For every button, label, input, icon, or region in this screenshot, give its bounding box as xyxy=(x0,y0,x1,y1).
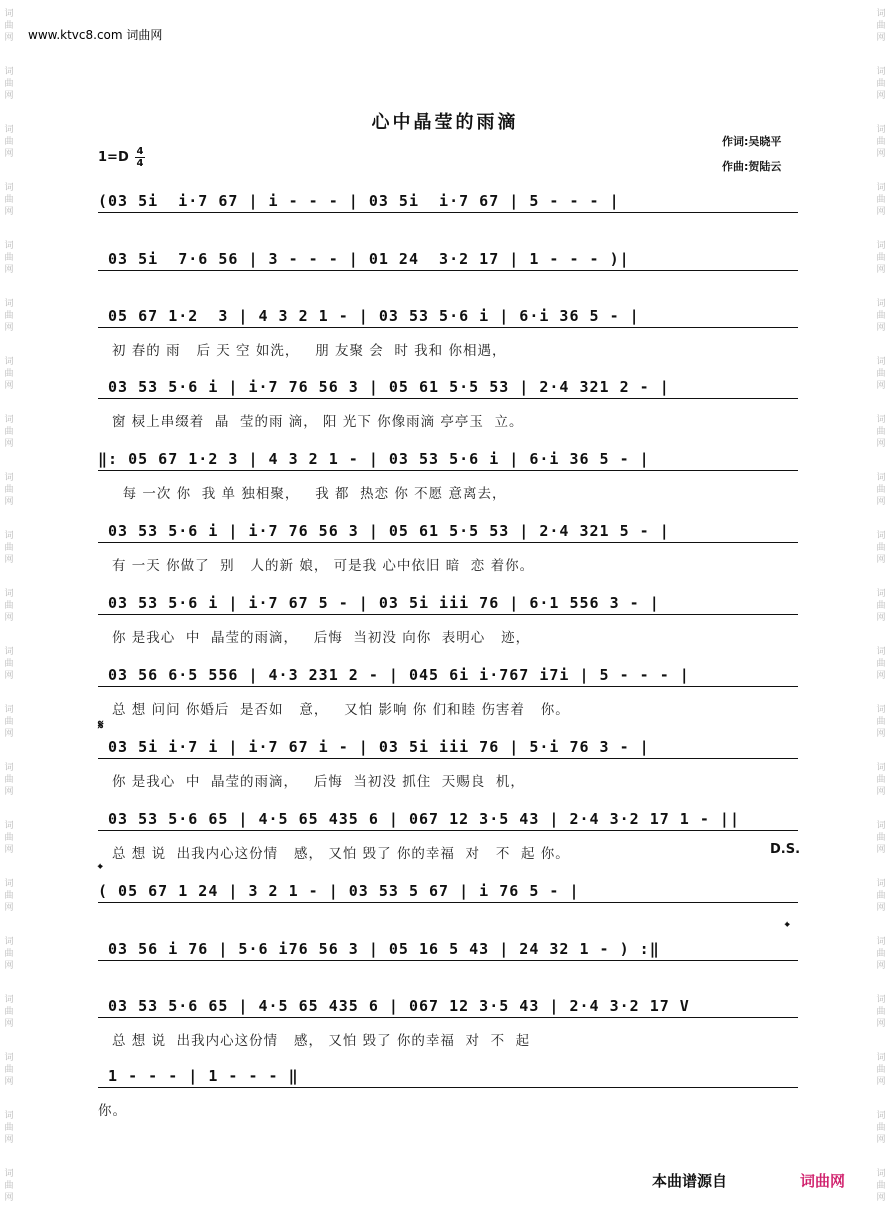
lyric-row: 窗 棂上串缀着 晶 莹的雨 滴， 阳 光下 你像雨滴 亭亭玉 立。 xyxy=(112,414,524,430)
watermark-text: 词 曲 网 xyxy=(876,299,886,333)
watermark-text: 词 曲 网 xyxy=(4,183,14,217)
notation-row: 03 53 5·6 i | i·7 76 56 3 | 05 61 5·5 53 | 2·4 321 5 - | xyxy=(98,522,798,543)
brand-logo[interactable]: 词曲网 xyxy=(800,1172,846,1190)
watermark-text: 词 曲 网 xyxy=(876,1111,886,1145)
right-watermark-strip xyxy=(872,0,890,1218)
watermark-text: 词 曲 网 xyxy=(4,531,14,565)
ds-mark: D.S. xyxy=(770,842,801,857)
lyric-row: 总 想 说 出我内心这份情 感， 又怕 毁了 你的幸福 对 不 起 你。 xyxy=(112,846,570,862)
watermark-text: 词 曲 网 xyxy=(4,1111,14,1145)
watermark-text: 词 曲 网 xyxy=(876,1053,886,1087)
key-signature: 1=D xyxy=(98,150,129,165)
left-watermark-strip xyxy=(0,0,18,1218)
watermark-text: 词 曲 网 xyxy=(876,589,886,623)
watermark-text: 词 曲 网 xyxy=(876,1169,886,1203)
watermark-text: 词 曲 网 xyxy=(4,995,14,1029)
watermark-text: 词 曲 网 xyxy=(4,763,14,797)
song-title: 心中晶莹的雨滴 xyxy=(371,112,519,133)
notation-row: (03 5i i·7 67 | i - - - | 03 5i i·7 67 | 5 - - - | xyxy=(98,192,798,213)
watermark-text: 词 曲 网 xyxy=(876,67,886,101)
watermark-text: 词 曲 网 xyxy=(4,589,14,623)
watermark-text: 词 曲 网 xyxy=(4,705,14,739)
watermark-text: 词 曲 网 xyxy=(4,357,14,391)
notation-row: 03 56 6·5 556 | 4·3 231 2 - | 045 6i i·767 i7i | 5 - - - | xyxy=(98,666,798,687)
watermark-text: 词 曲 网 xyxy=(876,879,886,913)
lyric-row: 总 想 问问 你婚后 是否如 意， 又怕 影响 你 们和睦 伤害着 你。 xyxy=(112,702,570,718)
lyric-row: 你 是我心 中 晶莹的雨滴， 后悔 当初没 向你 表明心 迹， xyxy=(112,630,531,646)
notation-row: ‖: 05 67 1·2 3 | 4 3 2 1 - | 03 53 5·6 i | 6·i 36 5 - | xyxy=(98,450,798,471)
watermark-text: 词 曲 网 xyxy=(876,415,886,449)
watermark-text: 词 曲 网 xyxy=(4,647,14,681)
watermark-text: 词 曲 网 xyxy=(4,821,14,855)
meter-top: 4 xyxy=(136,146,144,157)
watermark-text: 词 曲 网 xyxy=(4,879,14,913)
watermark-text: 词 曲 网 xyxy=(876,9,886,43)
watermark-text: 词 曲 网 xyxy=(876,995,886,1029)
site-url[interactable]: www.ktvc8.com 词曲网 xyxy=(28,28,163,42)
watermark-text: 词 曲 网 xyxy=(876,763,886,797)
notation-row: 05 67 1·2 3 | 4 3 2 1 - | 03 53 5·6 i | 6·i 36 5 - | xyxy=(98,307,798,328)
notation-row: 03 56 i 76 | 5·6 i76 56 3 | 05 16 5 43 | 24 32 1 - ) :‖ xyxy=(98,940,798,961)
watermark-text: 词 曲 网 xyxy=(4,125,14,159)
time-signature xyxy=(135,146,145,169)
notation-row: 1 - - - | 1 - - - ‖ xyxy=(98,1067,798,1088)
lyric-row: 你。 xyxy=(98,1103,127,1119)
source-label: 本曲谱源自 xyxy=(652,1172,728,1190)
composer-credit: 作曲:贺陆云 xyxy=(722,160,782,173)
notation-row: 03 53 5·6 i | i·7 67 5 - | 03 5i iii 76 | 6·1 556 3 - | xyxy=(98,594,798,615)
meter-bottom: 4 xyxy=(136,158,144,169)
watermark-text: 词 曲 网 xyxy=(4,9,14,43)
lyricist-credit: 作词:吴晓平 xyxy=(722,135,782,148)
notation-row: 03 53 5·6 65 | 4·5 65 435 6 | 067 12 3·5 43 | 2·4 3·2 17 1 - || xyxy=(98,810,798,831)
watermark-text: 词 曲 网 xyxy=(4,415,14,449)
segno-mark: 𝄋 xyxy=(98,718,104,733)
coda-mark: 𝄌 xyxy=(98,862,103,877)
watermark-text: 词 曲 网 xyxy=(876,183,886,217)
lyric-row: 初 春的 雨 后 天 空 如洗， 朋 友聚 会 时 我和 你相遇， xyxy=(112,343,507,359)
watermark-text: 词 曲 网 xyxy=(876,125,886,159)
coda-mark: 𝄌 xyxy=(785,920,790,935)
watermark-text: 词 曲 网 xyxy=(876,821,886,855)
watermark-text: 词 曲 网 xyxy=(876,647,886,681)
watermark-text: 词 曲 网 xyxy=(876,937,886,971)
watermark-text: 词 曲 网 xyxy=(4,299,14,333)
lyric-row: 有 一天 你做了 别 人的新 娘， 可是我 心中依旧 暗 恋 着你。 xyxy=(112,558,535,574)
watermark-text: 词 曲 网 xyxy=(876,705,886,739)
watermark-text: 词 曲 网 xyxy=(4,473,14,507)
notation-row: 03 53 5·6 i | i·7 76 56 3 | 05 61 5·5 53 | 2·4 321 2 - | xyxy=(98,378,798,399)
lyric-row: 你 是我心 中 晶莹的雨滴， 后悔 当初没 抓住 天赐良 机， xyxy=(112,774,525,790)
notation-row: 03 5i 7·6 56 | 3 - - - | 01 24 3·2 17 | 1 - - - )| xyxy=(98,250,798,271)
watermark-text: 词 曲 网 xyxy=(4,1053,14,1087)
notation-row: 03 5i i·7 i | i·7 67 i - | 03 5i iii 76 | 5·i 76 3 - | xyxy=(98,738,798,759)
watermark-text: 词 曲 网 xyxy=(4,241,14,275)
watermark-text: 词 曲 网 xyxy=(876,241,886,275)
notation-row: ( 05 67 1 24 | 3 2 1 - | 03 53 5 67 | i 76 5 - | xyxy=(98,882,798,903)
watermark-text: 词 曲 网 xyxy=(876,357,886,391)
lyric-row: 每 一次 你 我 单 独相聚， 我 都 热恋 你 不愿 意离去， xyxy=(112,486,507,502)
watermark-text: 词 曲 网 xyxy=(4,937,14,971)
watermark-text: 词 曲 网 xyxy=(4,67,14,101)
notation-row: 03 53 5·6 65 | 4·5 65 435 6 | 067 12 3·5 43 | 2·4 3·2 17 V xyxy=(98,997,798,1018)
watermark-text: 词 曲 网 xyxy=(4,1169,14,1203)
watermark-text: 词 曲 网 xyxy=(876,473,886,507)
watermark-text: 词 曲 网 xyxy=(876,531,886,565)
lyric-row: 总 想 说 出我内心这份情 感， 又怕 毁了 你的幸福 对 不 起 xyxy=(112,1033,531,1049)
